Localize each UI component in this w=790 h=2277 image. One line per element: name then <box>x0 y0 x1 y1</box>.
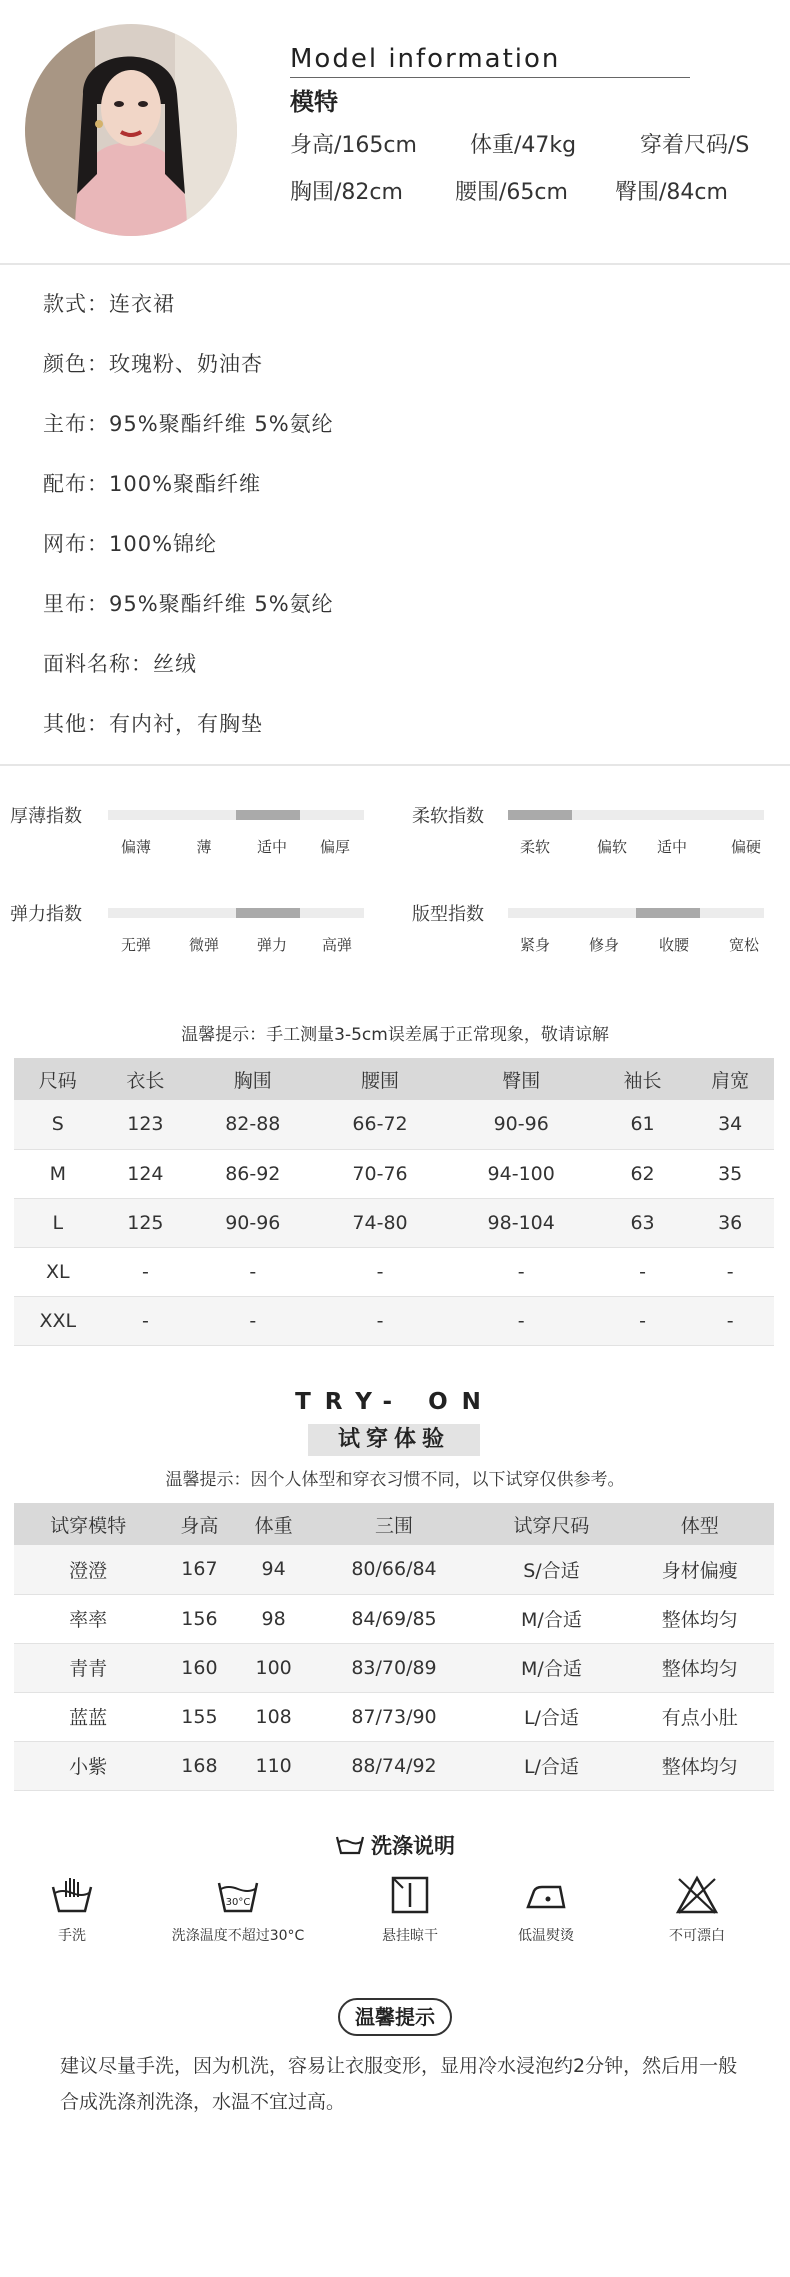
size-table-header <box>14 1058 774 1100</box>
fit-index-fill <box>636 908 700 918</box>
table-cell: - <box>189 1247 316 1296</box>
size-table-note: 温馨提示：手工测量3-5cm误差属于正常现象，敬请谅解 <box>181 1025 609 1045</box>
table-cell: L/合适 <box>477 1741 625 1790</box>
table-cell: 160 <box>162 1643 236 1692</box>
table-cell: 整体均匀 <box>626 1643 774 1692</box>
elasticity-index-fill <box>236 908 300 918</box>
softness-option: 偏软 <box>596 838 627 856</box>
table-cell: 82-88 <box>189 1100 316 1149</box>
table-cell: M/合适 <box>477 1643 625 1692</box>
softness-index-label: 柔软指数 <box>412 806 484 827</box>
model-section <box>0 0 790 262</box>
table-cell: - <box>686 1247 774 1296</box>
wash-temp-text: 30°C <box>225 1897 251 1908</box>
model-hip: 臀围/84cm <box>615 180 728 205</box>
elasticity-option: 无弹 <box>120 936 151 954</box>
no-bleach-label: 不可漂白 <box>669 1928 725 1944</box>
table-cell: 有点小肚 <box>626 1692 774 1741</box>
thickness-index-label: 厚薄指数 <box>10 806 82 827</box>
model-measure-row-2 <box>290 175 728 206</box>
table-cell: M <box>14 1149 102 1198</box>
softness-option: 偏硬 <box>730 838 761 856</box>
model-bust: 胸围/82cm <box>290 180 403 205</box>
table-cell: - <box>316 1296 443 1345</box>
table-cell: 110 <box>237 1741 311 1790</box>
header-cell: 身高 <box>162 1503 236 1545</box>
table-row <box>14 1692 774 1741</box>
thickness-option: 偏厚 <box>319 838 350 856</box>
wash-30-label: 洗涤温度不超过30°C <box>171 1928 305 1944</box>
softness-index-fill <box>508 810 572 820</box>
table-cell: 124 <box>102 1149 190 1198</box>
basin-icon <box>335 1834 365 1856</box>
header-cell: 袖长 <box>599 1058 687 1100</box>
table-cell: - <box>599 1247 687 1296</box>
table-row <box>14 1100 774 1149</box>
fit-option: 收腰 <box>658 936 689 954</box>
header-cell: 臀围 <box>444 1058 599 1100</box>
low-iron-icon <box>524 1875 568 1915</box>
fit-option: 紧身 <box>519 936 550 954</box>
spec-color: 颜色：玫瑰粉、奶油杏 <box>43 352 263 376</box>
size-table <box>14 1058 774 1346</box>
wash-30-icon <box>216 1875 260 1915</box>
spec-lining: 里布：95%聚酯纤维 5%氨纶 <box>43 592 334 616</box>
model-size: 穿着尺码/S <box>640 133 750 158</box>
title-underline <box>290 77 690 78</box>
table-cell: 94-100 <box>444 1149 599 1198</box>
table-cell: 34 <box>686 1100 774 1149</box>
fit-index-label: 版型指数 <box>412 904 484 925</box>
table-cell: 青青 <box>14 1643 162 1692</box>
table-cell: 身材偏瘦 <box>626 1545 774 1594</box>
header-cell: 试穿模特 <box>14 1503 162 1545</box>
thickness-index-bar <box>108 810 364 820</box>
table-cell: 88/74/92 <box>311 1741 478 1790</box>
tip-badge: 温馨提示 <box>338 1998 452 2036</box>
header-cell: 肩宽 <box>686 1058 774 1100</box>
divider <box>0 263 790 265</box>
spec-mesh: 网布：100%锦纶 <box>43 532 218 556</box>
table-cell: 125 <box>102 1198 190 1247</box>
no-bleach-item <box>617 1875 777 1945</box>
model-photo <box>25 24 237 236</box>
header-cell: 体重 <box>237 1503 311 1545</box>
spec-secondary-fabric: 配布：100%聚酯纤维 <box>43 472 262 496</box>
hang-dry-label: 悬挂晾干 <box>382 1928 438 1944</box>
table-cell: M/合适 <box>477 1594 625 1643</box>
thickness-index-fill <box>236 810 300 820</box>
table-row <box>14 1545 774 1594</box>
hand-wash-item <box>0 1875 152 1945</box>
table-cell: 168 <box>162 1741 236 1790</box>
table-cell: 98-104 <box>444 1198 599 1247</box>
table-row <box>14 1643 774 1692</box>
tryon-table <box>14 1503 774 1791</box>
wash-30-item <box>158 1875 318 1945</box>
table-cell: 澄澄 <box>14 1545 162 1594</box>
tryon-table-header <box>14 1503 774 1545</box>
table-cell: S <box>14 1100 102 1149</box>
spec-other: 其他：有内衬，有胸垫 <box>43 712 263 736</box>
table-cell: 70-76 <box>316 1149 443 1198</box>
spec-style: 款式：连衣裙 <box>43 292 175 316</box>
elasticity-index-bar <box>108 908 364 918</box>
table-cell: - <box>686 1296 774 1345</box>
table-cell: - <box>444 1296 599 1345</box>
spec-fabric-name: 面料名称：丝绒 <box>43 652 197 676</box>
table-cell: 155 <box>162 1692 236 1741</box>
table-cell: 74-80 <box>316 1198 443 1247</box>
table-cell: - <box>444 1247 599 1296</box>
fit-option: 修身 <box>588 936 619 954</box>
low-iron-label: 低温熨烫 <box>518 1928 574 1944</box>
header-cell: 尺码 <box>14 1058 102 1100</box>
table-row <box>14 1594 774 1643</box>
thickness-option: 薄 <box>196 838 212 856</box>
elasticity-option: 高弹 <box>321 936 352 954</box>
table-row <box>14 1741 774 1790</box>
softness-option: 柔软 <box>519 838 550 856</box>
table-cell: 率率 <box>14 1594 162 1643</box>
header-cell: 胸围 <box>189 1058 316 1100</box>
table-cell: 小紫 <box>14 1741 162 1790</box>
header-cell: 衣长 <box>102 1058 190 1100</box>
hand-wash-icon <box>50 1875 94 1915</box>
table-cell: 84/69/85 <box>311 1594 478 1643</box>
divider <box>0 764 790 766</box>
model-info-title: Model information <box>290 44 561 74</box>
table-row <box>14 1198 774 1247</box>
header-cell: 三围 <box>311 1503 478 1545</box>
table-cell: - <box>189 1296 316 1345</box>
table-cell: XL <box>14 1247 102 1296</box>
table-cell: 108 <box>237 1692 311 1741</box>
softness-option: 适中 <box>656 838 687 856</box>
table-cell: 167 <box>162 1545 236 1594</box>
table-cell: 整体均匀 <box>626 1594 774 1643</box>
table-cell: - <box>102 1296 190 1345</box>
table-cell: L/合适 <box>477 1692 625 1741</box>
tryon-subtitle: 试穿体验 <box>308 1424 480 1456</box>
thickness-option: 偏薄 <box>120 838 151 856</box>
elasticity-option: 微弹 <box>188 936 219 954</box>
no-bleach-icon <box>675 1875 719 1915</box>
table-cell: 98 <box>237 1594 311 1643</box>
table-cell: 86-92 <box>189 1149 316 1198</box>
table-cell: 90-96 <box>189 1198 316 1247</box>
model-measure-row-1 <box>290 128 749 159</box>
model-info-subtitle: 模特 <box>290 88 338 116</box>
washing-header <box>0 1830 790 1860</box>
table-cell: - <box>599 1296 687 1345</box>
thickness-option: 适中 <box>256 838 287 856</box>
fit-option: 宽松 <box>728 936 759 954</box>
table-cell: 87/73/90 <box>311 1692 478 1741</box>
table-row <box>14 1247 774 1296</box>
table-cell: 156 <box>162 1594 236 1643</box>
table-cell: 66-72 <box>316 1100 443 1149</box>
table-cell: 蓝蓝 <box>14 1692 162 1741</box>
table-cell: 94 <box>237 1545 311 1594</box>
table-cell: 90-96 <box>444 1100 599 1149</box>
table-cell: 62 <box>599 1149 687 1198</box>
table-cell: 123 <box>102 1100 190 1149</box>
table-cell: - <box>316 1247 443 1296</box>
table-row <box>14 1296 774 1345</box>
table-cell: XXL <box>14 1296 102 1345</box>
table-cell: 100 <box>237 1643 311 1692</box>
table-cell: L <box>14 1198 102 1247</box>
model-avatar <box>25 24 237 236</box>
model-height: 身高/165cm <box>290 133 417 158</box>
header-cell: 腰围 <box>316 1058 443 1100</box>
table-cell: S/合适 <box>477 1545 625 1594</box>
table-cell: 整体均匀 <box>626 1741 774 1790</box>
softness-index-bar <box>508 810 764 820</box>
table-cell: 63 <box>599 1198 687 1247</box>
table-row <box>14 1149 774 1198</box>
hand-wash-label: 手洗 <box>58 1928 86 1944</box>
model-waist: 腰围/65cm <box>455 180 568 205</box>
elasticity-index-label: 弹力指数 <box>10 904 82 925</box>
washing-title: 洗涤说明 <box>371 1834 455 1858</box>
elasticity-option: 弹力 <box>256 936 287 954</box>
table-cell: 80/66/84 <box>311 1545 478 1594</box>
spec-main-fabric: 主布：95%聚酯纤维 5%氨纶 <box>43 412 334 436</box>
table-cell: 83/70/89 <box>311 1643 478 1692</box>
header-cell: 体型 <box>626 1503 774 1545</box>
table-cell: 35 <box>686 1149 774 1198</box>
table-cell: 36 <box>686 1198 774 1247</box>
low-iron-item <box>466 1875 626 1945</box>
tryon-note: 温馨提示：因个人体型和穿衣习惯不同，以下试穿仅供参考。 <box>165 1470 625 1490</box>
hang-dry-shade-icon <box>390 1875 430 1915</box>
fit-index-bar <box>508 908 764 918</box>
table-cell: - <box>102 1247 190 1296</box>
header-cell: 试穿尺码 <box>477 1503 625 1545</box>
tryon-title: TRY- ON <box>295 1389 495 1415</box>
table-cell: 61 <box>599 1100 687 1149</box>
tip-text: 建议尽量手洗，因为机洗，容易让衣服变形，显用冷水浸泡约2分钟，然后用一般合成洗涤剂洗涤，水温不宜过高。 <box>60 2055 738 2113</box>
model-weight: 体重/47kg <box>470 133 577 158</box>
